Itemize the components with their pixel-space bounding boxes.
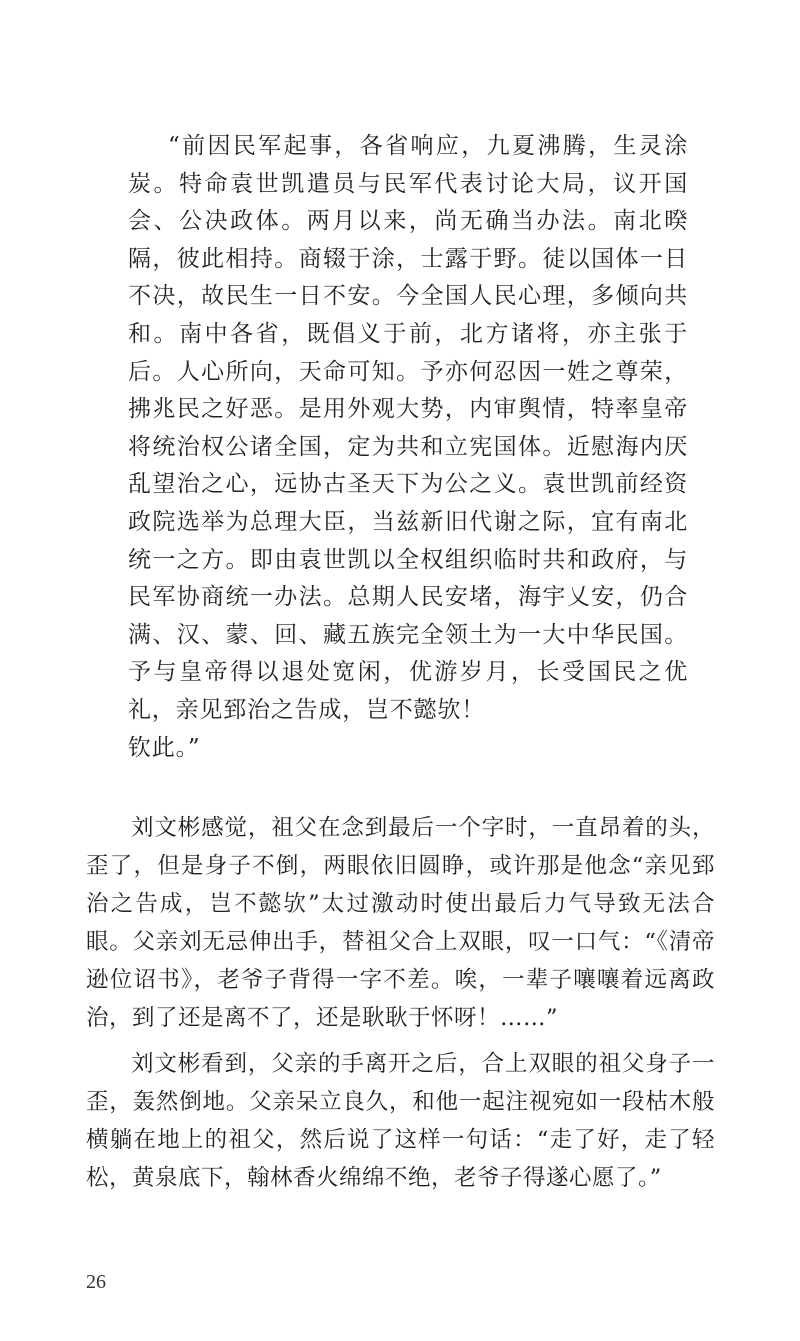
page-number: 26 bbox=[86, 1271, 106, 1293]
narrative-paragraph: 刘文彬看到，父亲的手离开之后，合上双眼的祖父身子一歪，轰然倒地。父亲呆立良久，和他一起注视宛如一段枯木般横躺在地上的祖父，然后说了这样一句话：“走了好，走了轻松，黄泉底下，翰林香火绵绵不绝，老爷子得遂心愿了。” bbox=[86, 1051, 715, 1191]
narrative-body bbox=[86, 809, 715, 1205]
edict-closing: 钦此。” bbox=[128, 734, 201, 761]
quoted-edict-block bbox=[128, 128, 688, 767]
edict-text: “前因民军起事，各省响应，九夏沸腾，生灵涂炭。特命袁世凯遣员与民军代表讨论大局，议开国会、公决政体。两月以来，尚无确当办法。南北暌隔，彼此相持。商辍于涂，士露于野。徒以国体一日不决，故民生一日不安。今全国人民心理，多倾向共和。南中各省，既倡义于前，北方诸将，亦主张于后。人心所向，天命可知。予亦何忍因一姓之尊荣，拂兆民之好恶。是用外观大势，内审舆情，特率皇帝将统治权公诸全国，定为共和立宪国体。近慰海内厌乱望治之心，远协古圣天下为公之义。袁世凯前经资政院选举为总理大臣，当兹新旧代谢之际，宜有南北统一之方。即由袁世凯以全权组织临时共和政府，与民军协商统一办法。总期人民安堵，海宇乂安，仍合满、汉、蒙、回、藏五族完全领土为一大中华民国。予与皇帝得以退处宽闲，优游岁月，长受国民之优礼，亲见郅治之告成，岂不懿欤！ bbox=[128, 133, 688, 723]
narrative-paragraph: 刘文彬感觉，祖父在念到最后一个字时，一直昂着的头，歪了，但是身子不倒，两眼依旧圆睁，或许那是他念“亲见郅治之告成，岂不懿欤”太过激动时使出最后力气导致无法合眼。父亲刘无忌伸出手，替祖父合上双眼，叹一口气：“《清帝逊位诏书》，老爷子背得一字不差。唉，一辈子嚷嚷着远离政治，到了还是离不了，还是耿耿于怀呀！……” bbox=[86, 815, 715, 1031]
